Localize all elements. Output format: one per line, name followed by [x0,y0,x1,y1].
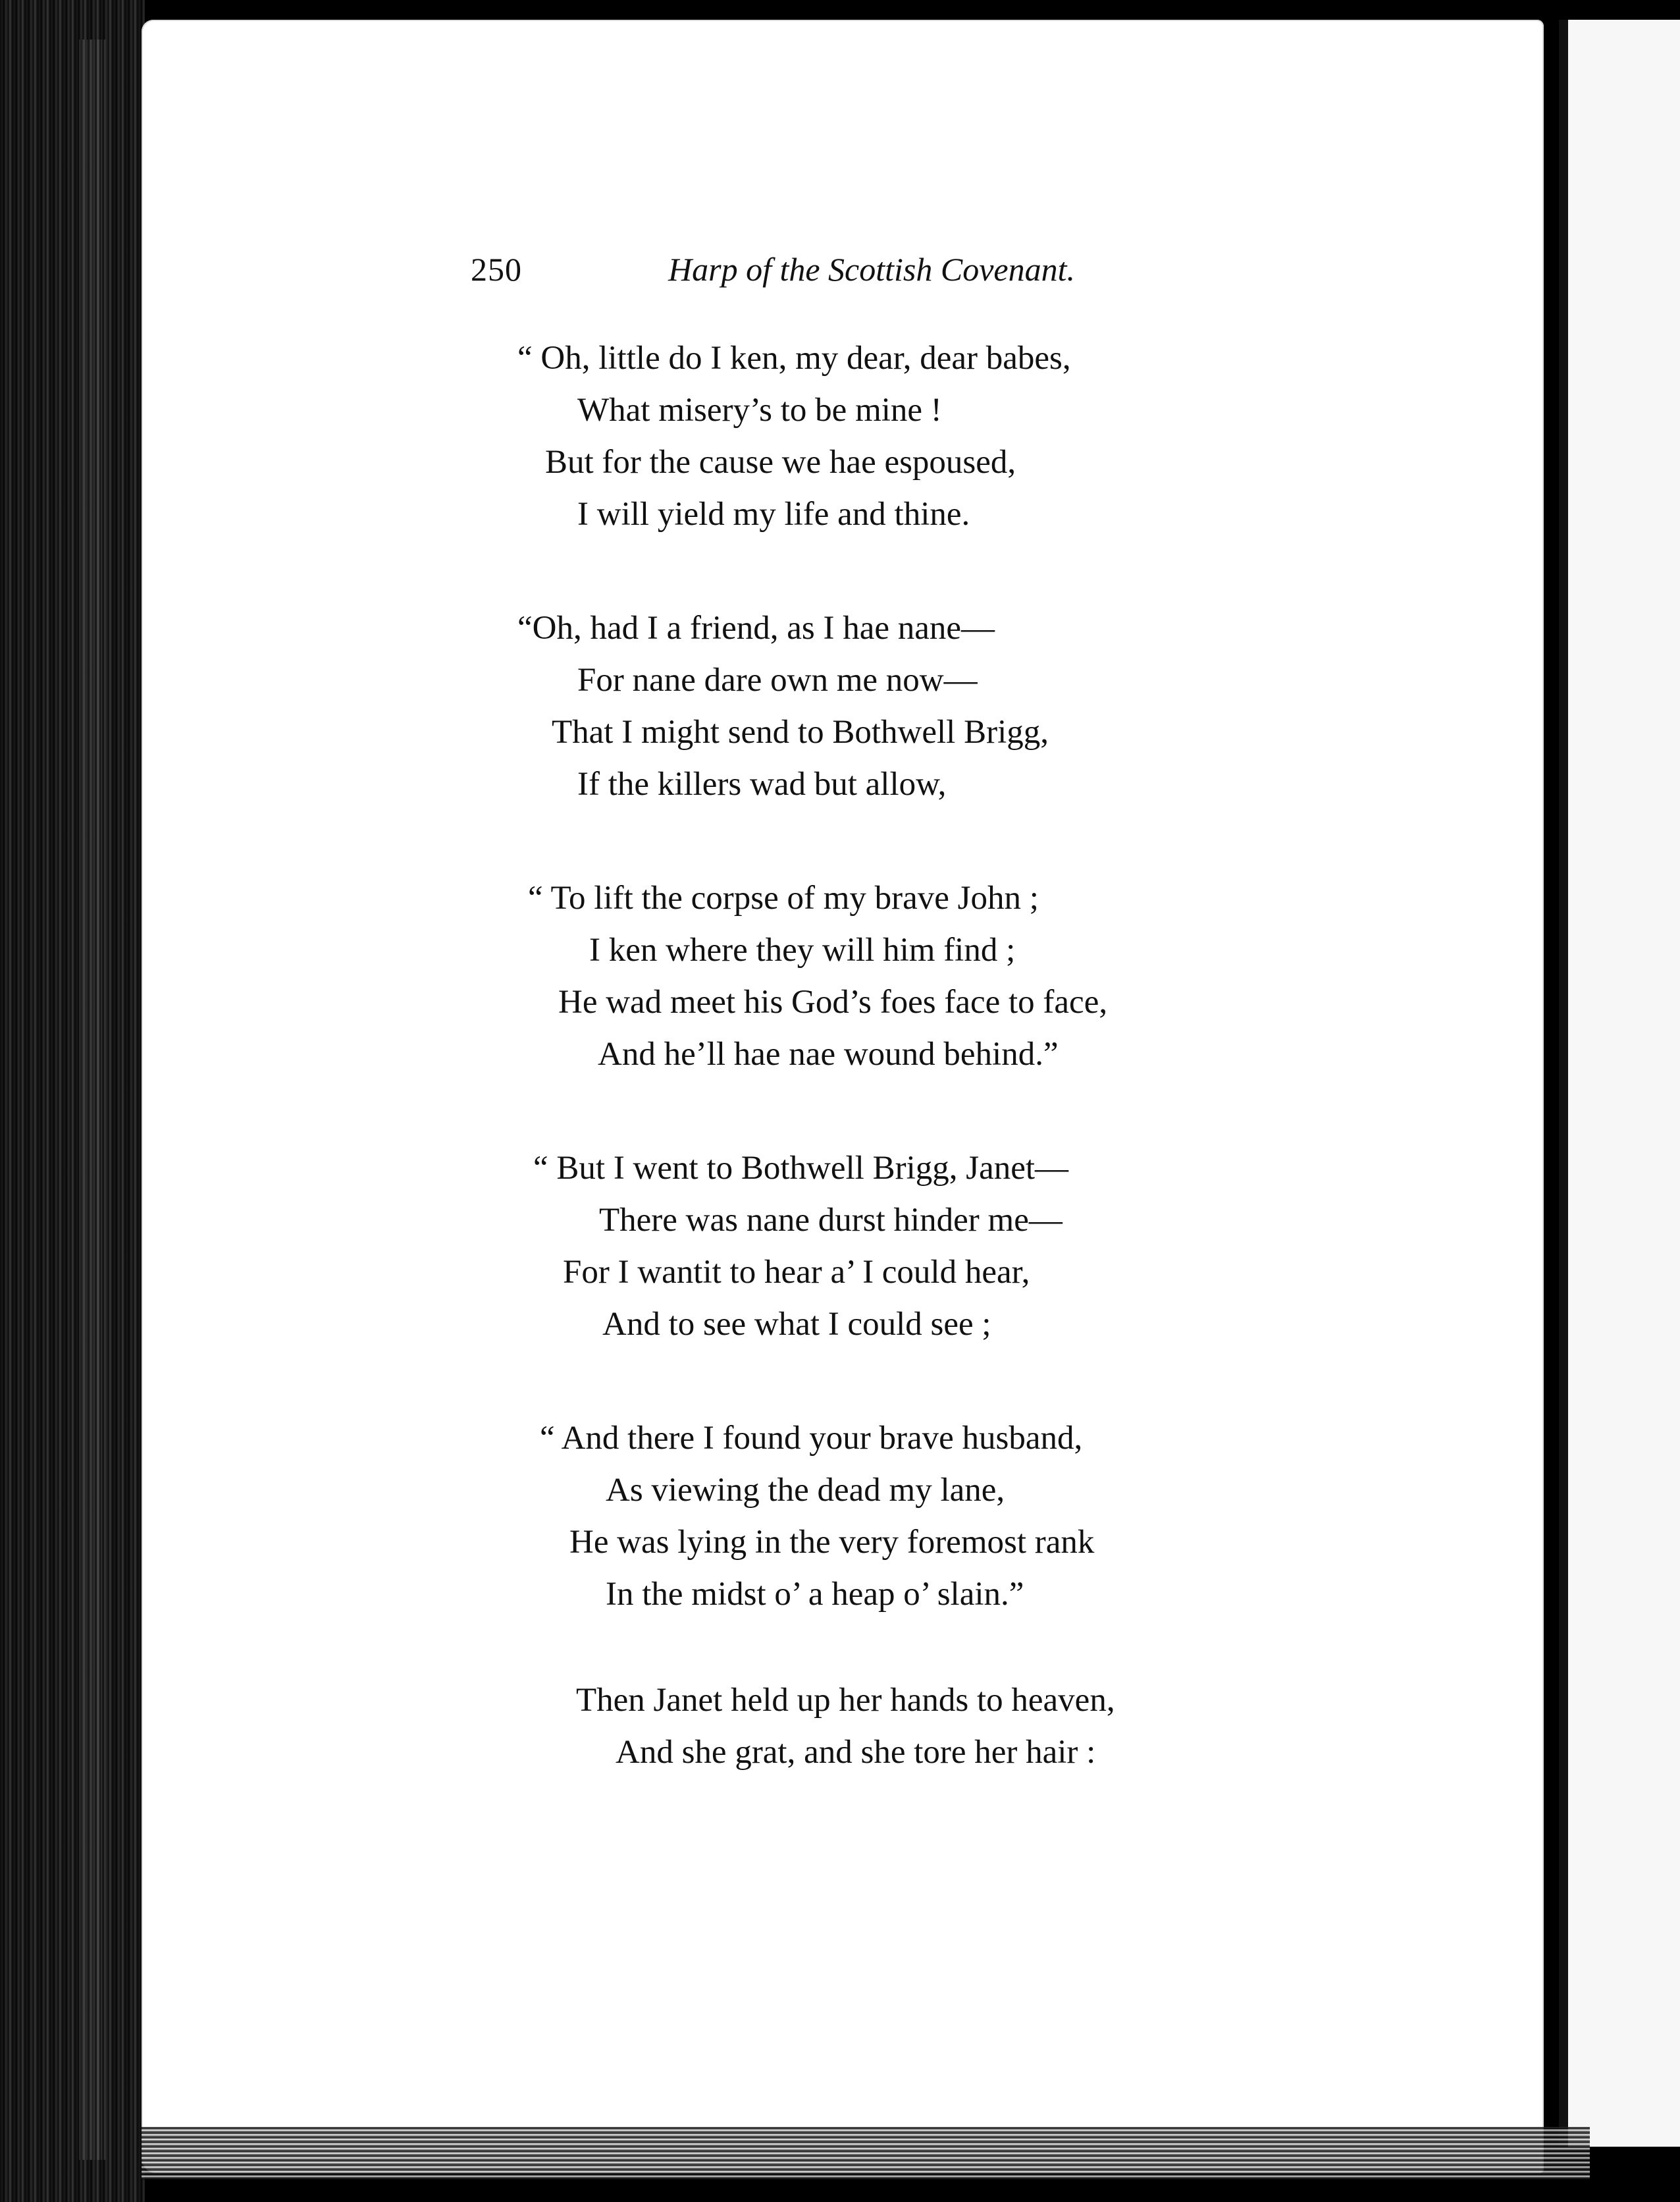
poem-line: If the killers wad but allow, [577,766,947,803]
poem-line: I will yield my life and thine. [577,496,970,533]
poem-line: As viewing the dead my lane, [606,1472,1005,1509]
book-spine-edge [0,0,145,2202]
poem-line: He was lying in the very foremost rank [569,1524,1095,1561]
page-bottom-edge [142,2127,1590,2180]
poem-line: He wad meet his God’s foes face to face, [558,984,1108,1021]
poem-line: What misery’s to be mine ! [577,392,942,429]
poem-line: “ To lift the corpse of my brave John ; [528,880,1039,917]
spine-texture [79,40,105,2160]
poem-line: “ And there I found your brave husband, [540,1420,1083,1457]
poem-line: And he’ll hae nae wound behind.” [598,1036,1059,1073]
poem-line: “Oh, had I a friend, as I hae nane— [517,610,995,647]
poem-line: That I might send to Bothwell Brigg, [552,714,1049,751]
running-head [471,250,1142,303]
poem-line: “ Oh, little do I ken, my dear, dear babes, [517,340,1071,377]
poem-line: In the midst o’ a heap o’ slain.” [606,1576,1024,1613]
poem-line: “ But I went to Bothwell Brigg, Janet— [533,1150,1069,1187]
stanza-1 [513,333,1251,541]
stanza-5 [513,1412,1251,1621]
page-number: 250 [471,251,522,288]
poem-line: For nane dare own me now— [577,662,978,699]
poem-line: And to see what I could see ; [602,1306,991,1343]
stanza-4 [513,1142,1251,1351]
stanza-3 [513,873,1251,1081]
stanza-2 [513,603,1251,811]
adjacent-page-edge [1559,20,1680,2147]
book-title: Harp of the Scottish Covenant. [668,251,1075,288]
poem-line: But for the cause we hae espoused, [545,444,1016,481]
poem-line: And she grat, and she tore her hair : [616,1734,1096,1771]
poem-line: For I wantit to hear a’ I could hear, [563,1254,1030,1291]
poem-line: There was nane durst hinder me— [599,1202,1063,1239]
poem [513,333,1251,1840]
poem-line: I ken where they will him find ; [589,932,1016,969]
stanza-6 [513,1675,1251,1779]
poem-line: Then Janet held up her hands to heaven, [576,1682,1115,1719]
